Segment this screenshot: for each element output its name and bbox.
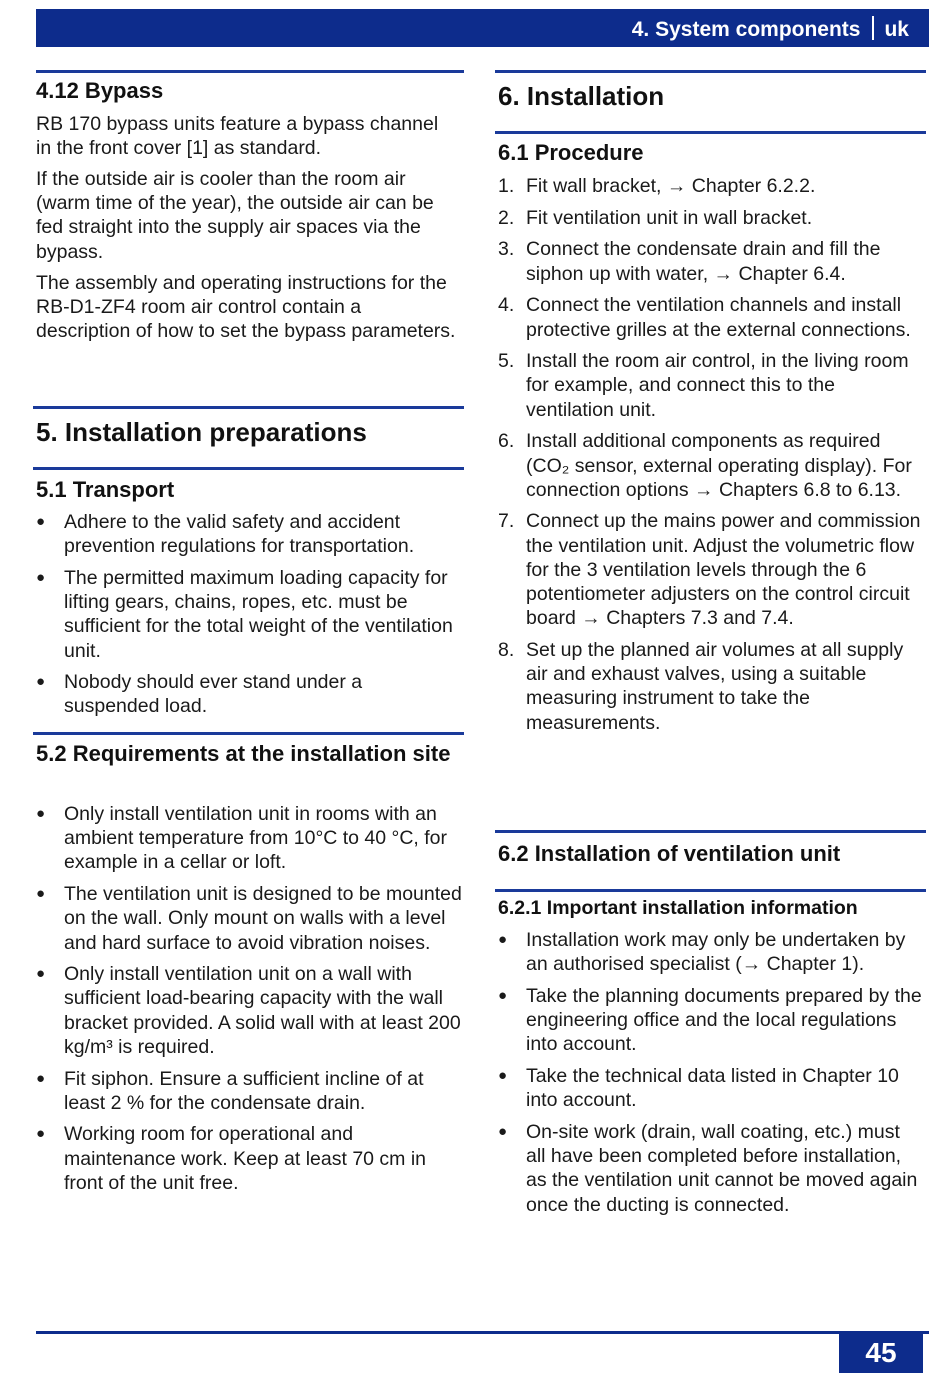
- section-rule: [33, 467, 464, 470]
- bypass-paragraph-3: The assembly and operating instructions for the RB-D1-ZF4 room air control contain a description of how to set the bypass parameters.: [36, 272, 456, 343]
- step-text: Fit ventilation unit in wall bracket.: [526, 206, 813, 229]
- bypass-paragraph-1: RB 170 bypass units feature a bypass channel in the front cover [1] as standard.: [36, 113, 439, 160]
- section-rule: [495, 889, 926, 892]
- bypass-paragraph-2: If the outside air is cooler than the room air (warm time of the year), the outside air can be fed straight into the supply air spaces via the bypass.: [36, 168, 434, 263]
- section-rule: [495, 70, 926, 73]
- step-text: Install the room air control, in the living room for example, and connect this to the ventilation unit.: [526, 350, 909, 421]
- procedure-heading: 6.1 Procedure: [498, 140, 644, 165]
- bypass-heading: 4.12 Bypass: [36, 78, 164, 103]
- important-info-list: [498, 928, 923, 1224]
- step-text: Connect the ventilation channels and install protective grilles at the external connections.: [526, 294, 911, 341]
- section-title: 4. System components: [631, 18, 861, 41]
- step-number: 2.: [498, 206, 515, 229]
- list-item: [498, 429, 926, 502]
- list-item: ● Working room for operational and maintenance work. Keep at least 70 cm in front of the unit free.: [36, 1122, 464, 1195]
- section-rule: [33, 732, 464, 735]
- step-number: 7.: [498, 510, 515, 533]
- list-item: ● Take the planning documents prepared by the engineering office and the local regulations into account.: [498, 984, 923, 1057]
- list-item: [498, 237, 926, 285]
- step-number: 6.: [498, 430, 515, 453]
- list-item: ● Installation work may only be undertaken by an authorised specialist (→ Chapter 1).: [498, 928, 923, 976]
- step-text: Set up the planned air volumes at all supply air and exhaust valves, using a suitable measuring instrument to take the measurements.: [526, 638, 904, 734]
- list-item: ● Only install ventilation unit in rooms with an ambient temperature from 10°C to 40 °C, for example in a cellar or loft.: [36, 802, 464, 875]
- language-code: uk: [884, 18, 909, 41]
- step-number: 8.: [498, 638, 515, 661]
- list-item: [498, 509, 926, 630]
- list-item: [498, 638, 926, 735]
- list-item: ● Only install ventilation unit on a wall with sufficient load-bearing capacity with the wall bracket provided. A solid wall with at least 200 kg/m³ is required.: [36, 962, 464, 1059]
- installation-preparations-heading: 5. Installation preparations: [36, 417, 367, 447]
- procedure-list: [498, 174, 926, 742]
- section-rule: [495, 131, 926, 134]
- step-text: Connect the condensate drain and fill the siphon up with water, → Chapter 6.4.: [526, 238, 881, 285]
- list-item: ● On-site work (drain, wall coating, etc.) must all have been completed before installation, as the ventilation unit cannot be moved again once the ducting is connected.: [498, 1120, 923, 1217]
- requirements-list: [36, 802, 464, 1203]
- important-info-heading: 6.2.1 Important installation information: [498, 897, 858, 919]
- list-item: [498, 174, 926, 198]
- step-number: 4.: [498, 294, 515, 317]
- list-item: ● The ventilation unit is designed to be mounted on the wall. Only mount on walls with a level and hard surface to avoid vibration noises.: [36, 882, 464, 955]
- header-divider: [872, 16, 874, 40]
- step-number: 5.: [498, 350, 515, 373]
- list-item: [498, 206, 926, 230]
- transport-list: [36, 510, 456, 726]
- requirements-heading: 5.2 Requirements at the installation site: [36, 741, 451, 766]
- step-text: Install additional components as required (CO₂ sensor, external operating display). For connection options → Chapters 6.8 to 6.13.: [526, 430, 912, 501]
- step-number: 1.: [498, 175, 515, 197]
- step-number: 3.: [498, 238, 515, 261]
- list-item: ● Adhere to the valid safety and accident prevention regulations for transportation.: [36, 510, 456, 558]
- step-text: Fit wall bracket, → Chapter 6.2.2.: [526, 175, 816, 197]
- footer-rule: [36, 1331, 929, 1334]
- section-rule: [36, 70, 464, 73]
- unit-installation-heading: 6.2 Installation of ventilation unit: [498, 841, 841, 866]
- section-rule: [495, 830, 926, 833]
- list-item: [498, 293, 926, 341]
- list-item: [498, 349, 926, 422]
- list-item: ● Take the technical data listed in Chapter 10 into account.: [498, 1064, 923, 1112]
- header-bar: [36, 9, 929, 47]
- transport-heading: 5.1 Transport: [36, 477, 175, 502]
- step-text: Connect up the mains power and commission the ventilation unit. Adjust the volumetric flow for the 3 ventilation levels through the 6 potentiometer adjusters on the control circuit board → Chapters 7.3 and 7.4.: [526, 510, 921, 630]
- installation-heading: 6. Installation: [498, 81, 665, 111]
- list-item: ● The permitted maximum loading capacity for lifting gears, chains, ropes, etc. must be sufficient for the total weight of the ventilation unit.: [36, 566, 456, 663]
- running-header: [632, 16, 909, 42]
- page-number: 45: [839, 1331, 923, 1373]
- list-item: ● Nobody should ever stand under a suspended load.: [36, 670, 456, 718]
- section-rule: [33, 406, 464, 409]
- list-item: ● Fit siphon. Ensure a sufficient incline of at least 2 % for the condensate drain.: [36, 1067, 464, 1115]
